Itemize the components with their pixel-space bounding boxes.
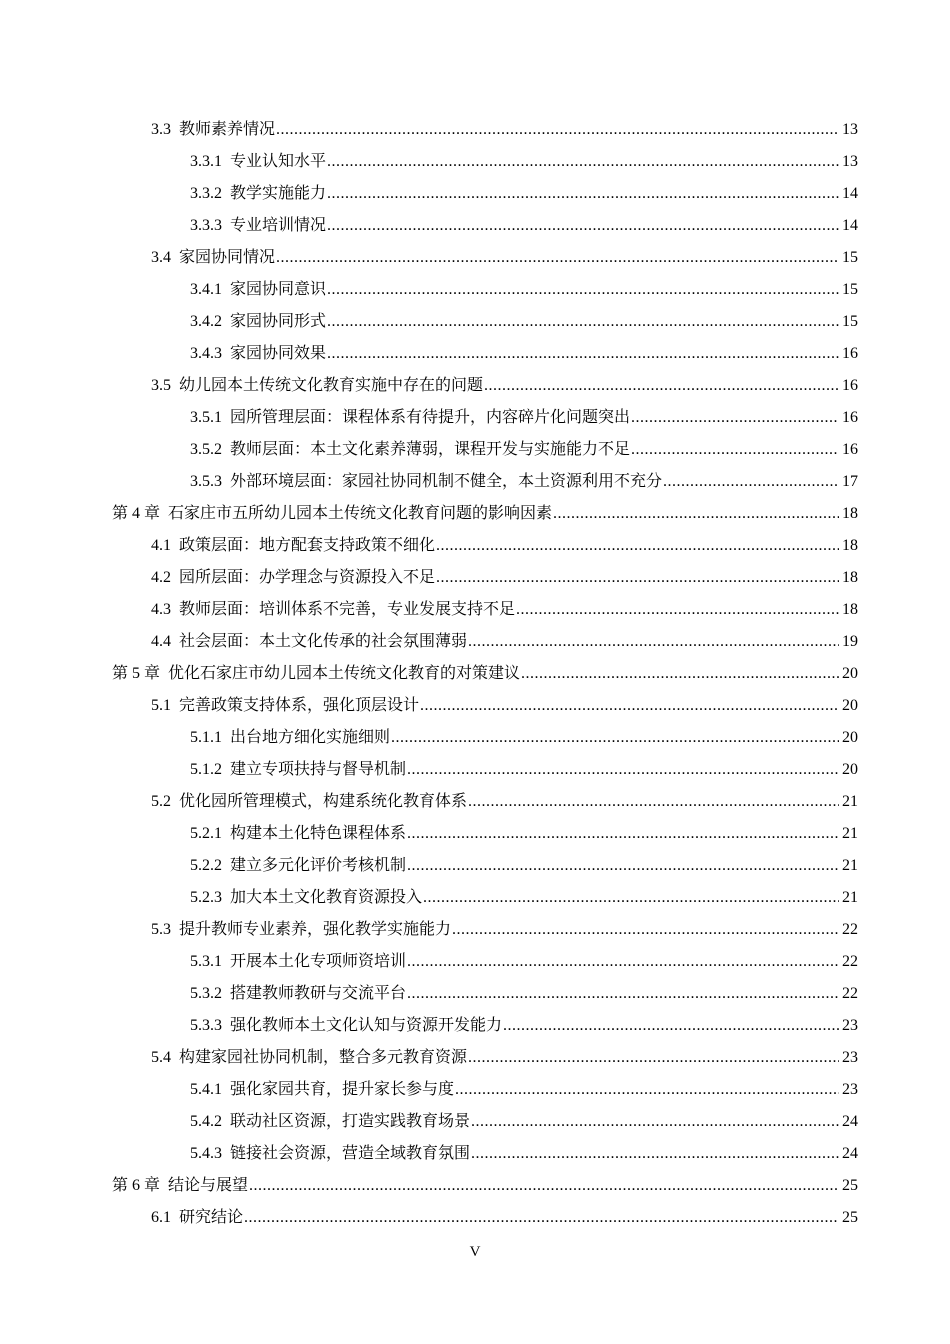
toc-entry[interactable] [112,498,858,530]
toc-entry[interactable] [112,146,858,178]
toc-entry[interactable] [112,1106,858,1138]
toc-entry[interactable] [112,274,858,306]
toc-entry-title: 构建家园社协同机制，整合多元教育资源 [179,1049,468,1066]
toc-entry-title: 强化家园共育，提升家长参与度 [230,1081,455,1098]
toc-entry[interactable] [112,114,858,146]
toc-entry-number: 5.3.3 [190,1017,222,1034]
toc-leader-dots [391,722,839,754]
toc-entry-number: 5.3.1 [190,953,222,970]
toc-entry-title: 链接社会资源，营造全域教育氛围 [230,1145,471,1162]
toc-leader-dots [631,434,839,466]
toc-entry[interactable] [112,786,858,818]
toc-entry-title: 专业培训情况 [230,217,327,234]
toc-entry-title: 强化教师本土文化认知与资源开发能力 [230,1017,503,1034]
toc-entry-title: 石家庄市五所幼儿园本土传统文化教育问题的影响因素 [168,505,553,522]
toc-leader-dots [468,626,839,658]
toc-entry[interactable] [112,466,858,498]
toc-entry-number: 5.4.3 [190,1145,222,1162]
toc-entry-page: 25 [842,1177,858,1194]
toc-entry-page: 20 [842,761,858,778]
toc-leader-dots [471,1106,839,1138]
toc-entry-number: 3.3.1 [190,153,222,170]
toc-entry-page: 24 [842,1145,858,1162]
toc-entry[interactable] [112,1042,858,1074]
toc-entry-title: 优化园所管理模式，构建系统化教育体系 [179,793,468,810]
toc-entry-page: 14 [842,217,858,234]
toc-entry-page: 16 [842,441,858,458]
toc-leader-dots [276,114,839,146]
toc-entry-number: 4.1 [151,537,171,554]
toc-entry[interactable] [112,530,858,562]
toc-entry-page: 16 [842,377,858,394]
toc-entry-number: 3.4 [151,249,171,266]
toc-entry-title: 教师素养情况 [179,121,276,138]
toc-entry[interactable] [112,754,858,786]
toc-entry-number: 5.4.1 [190,1081,222,1098]
toc-entry-number: 4.2 [151,569,171,586]
toc-leader-dots [327,306,839,338]
toc-leader-dots [452,914,839,946]
toc-leader-dots [249,1170,839,1202]
toc-entry-title: 加大本土文化教育资源投入 [230,889,423,906]
toc-leader-dots [407,818,839,850]
toc-entry-number: 3.5.1 [190,409,222,426]
toc-leader-dots [516,594,839,626]
toc-leader-dots [521,658,839,690]
toc-entry-number: 第 4 章 [112,505,161,522]
toc-entry-number: 3.3 [151,121,171,138]
toc-leader-dots [407,850,839,882]
toc-entry-title: 搭建教师教研与交流平台 [230,985,407,1002]
toc-entry-title: 外部环境层面：家园社协同机制不健全，本土资源利用不充分 [230,473,663,490]
toc-entry[interactable] [112,626,858,658]
toc-entry-title: 家园协同形式 [230,313,327,330]
toc-entry-number: 3.4.2 [190,313,222,330]
toc-leader-dots [327,338,839,370]
toc-entry-number: 5.1.1 [190,729,222,746]
toc-entry-page: 18 [842,537,858,554]
toc-entry-title: 结论与展望 [168,1177,249,1194]
toc-entry-title: 家园协同意识 [230,281,327,298]
toc-entry-number: 5.1.2 [190,761,222,778]
toc-entry-page: 18 [842,505,858,522]
toc-entry-number: 3.5.2 [190,441,222,458]
toc-leader-dots [436,530,839,562]
toc-entry[interactable] [112,658,858,690]
toc-leader-dots [407,978,839,1010]
toc-entry-title: 研究结论 [179,1209,244,1226]
toc-entry-title: 社会层面：本土文化传承的社会氛围薄弱 [179,633,468,650]
toc-entry[interactable] [112,594,858,626]
toc-entry[interactable] [112,402,858,434]
toc-entry-number: 4.4 [151,633,171,650]
toc-entry-page: 13 [842,153,858,170]
toc-entry[interactable] [112,178,858,210]
toc-entry-page: 14 [842,185,858,202]
toc-leader-dots [420,690,839,722]
toc-leader-dots [471,1138,839,1170]
toc-entry-page: 22 [842,953,858,970]
toc-leader-dots [244,1202,839,1234]
table-of-contents [112,114,858,1234]
toc-entry-title: 开展本土化专项师资培训 [230,953,407,970]
toc-entry-title: 政策层面：地方配套支持政策不细化 [179,537,436,554]
toc-entry-number: 3.3.2 [190,185,222,202]
toc-entry-page: 21 [842,825,858,842]
toc-entry-title: 教学实施能力 [230,185,327,202]
toc-entry-page: 16 [842,409,858,426]
toc-entry-title: 建立多元化评价考核机制 [230,857,407,874]
toc-entry-page: 17 [842,473,858,490]
toc-entry-page: 21 [842,889,858,906]
toc-entry-title: 幼儿园本土传统文化教育实施中存在的问题 [179,377,484,394]
toc-leader-dots [663,466,839,498]
toc-entry[interactable] [112,882,858,914]
toc-entry-number: 3.5 [151,377,171,394]
toc-entry-page: 15 [842,249,858,266]
toc-entry-page: 23 [842,1081,858,1098]
toc-entry[interactable] [112,242,858,274]
toc-entry-page: 15 [842,313,858,330]
toc-leader-dots [436,562,839,594]
toc-entry-number: 6.1 [151,1209,171,1226]
toc-entry-title: 教师层面：本土文化素养薄弱，课程开发与实施能力不足 [230,441,631,458]
toc-entry-title: 出台地方细化实施细则 [230,729,391,746]
toc-entry[interactable] [112,1010,858,1042]
toc-entry[interactable] [112,210,858,242]
toc-entry-page: 18 [842,569,858,586]
toc-entry-title: 家园协同效果 [230,345,327,362]
toc-leader-dots [407,754,839,786]
toc-entry-number: 3.3.3 [190,217,222,234]
toc-entry[interactable] [112,690,858,722]
toc-entry-number: 5.3.2 [190,985,222,1002]
toc-entry-page: 19 [842,633,858,650]
toc-leader-dots [468,1042,839,1074]
toc-entry[interactable] [112,946,858,978]
toc-entry[interactable] [112,1138,858,1170]
toc-entry-page: 23 [842,1017,858,1034]
toc-entry-number: 3.4.1 [190,281,222,298]
toc-entry-page: 20 [842,665,858,682]
toc-entry[interactable] [112,434,858,466]
toc-entry[interactable] [112,818,858,850]
toc-entry-page: 24 [842,1113,858,1130]
toc-entry-title: 家园协同情况 [179,249,276,266]
toc-entry[interactable] [112,1170,858,1202]
toc-entry[interactable] [112,914,858,946]
toc-entry-number: 5.3 [151,921,171,938]
toc-entry-title: 园所管理层面：课程体系有待提升，内容碎片化问题突出 [230,409,631,426]
toc-entry-number: 第 6 章 [112,1177,161,1194]
toc-leader-dots [553,498,839,530]
toc-entry-title: 完善政策支持体系，强化顶层设计 [179,697,420,714]
toc-entry-title: 构建本土化特色课程体系 [230,825,407,842]
toc-entry[interactable] [112,978,858,1010]
toc-leader-dots [503,1010,839,1042]
toc-entry-page: 21 [842,857,858,874]
toc-entry-page: 21 [842,793,858,810]
toc-entry-number: 5.2.1 [190,825,222,842]
toc-leader-dots [327,146,839,178]
toc-leader-dots [327,274,839,306]
toc-entry-title: 提升教师专业素养，强化教学实施能力 [179,921,452,938]
toc-entry-title: 优化石家庄市幼儿园本土传统文化教育的对策建议 [168,665,521,682]
page-number: V [469,1244,481,1260]
toc-entry[interactable] [112,850,858,882]
toc-entry[interactable] [112,722,858,754]
toc-entry-page: 22 [842,921,858,938]
toc-entry-title: 建立专项扶持与督导机制 [230,761,407,778]
toc-entry-number: 3.5.3 [190,473,222,490]
toc-entry[interactable] [112,562,858,594]
toc-entry-page: 20 [842,729,858,746]
toc-entry-number: 5.4 [151,1049,171,1066]
toc-leader-dots [327,178,839,210]
toc-entry-title: 联动社区资源，打造实践教育场景 [230,1113,471,1130]
toc-entry-page: 23 [842,1049,858,1066]
toc-entry-title: 专业认知水平 [230,153,327,170]
toc-leader-dots [407,946,839,978]
toc-entry[interactable] [112,306,858,338]
toc-leader-dots [468,786,839,818]
toc-leader-dots [276,242,839,274]
toc-entry-number: 5.2 [151,793,171,810]
toc-entry[interactable] [112,338,858,370]
toc-entry[interactable] [112,1202,858,1234]
toc-entry-number: 5.4.2 [190,1113,222,1130]
toc-entry-page: 18 [842,601,858,618]
toc-entry-page: 13 [842,121,858,138]
toc-entry-page: 25 [842,1209,858,1226]
toc-entry-number: 5.2.2 [190,857,222,874]
toc-entry[interactable] [112,1074,858,1106]
toc-entry-number: 4.3 [151,601,171,618]
toc-entry-title: 教师层面：培训体系不完善，专业发展支持不足 [179,601,516,618]
toc-entry-page: 16 [842,345,858,362]
toc-leader-dots [484,370,839,402]
toc-entry-page: 15 [842,281,858,298]
toc-entry-number: 3.4.3 [190,345,222,362]
toc-entry-page: 20 [842,697,858,714]
toc-leader-dots [455,1074,839,1106]
toc-entry-title: 园所层面：办学理念与资源投入不足 [179,569,436,586]
toc-leader-dots [631,402,839,434]
toc-entry[interactable] [112,370,858,402]
toc-entry-number: 第 5 章 [112,665,161,682]
toc-entry-number: 5.1 [151,697,171,714]
toc-leader-dots [423,882,839,914]
toc-leader-dots [327,210,839,242]
toc-entry-page: 22 [842,985,858,1002]
toc-entry-number: 5.2.3 [190,889,222,906]
